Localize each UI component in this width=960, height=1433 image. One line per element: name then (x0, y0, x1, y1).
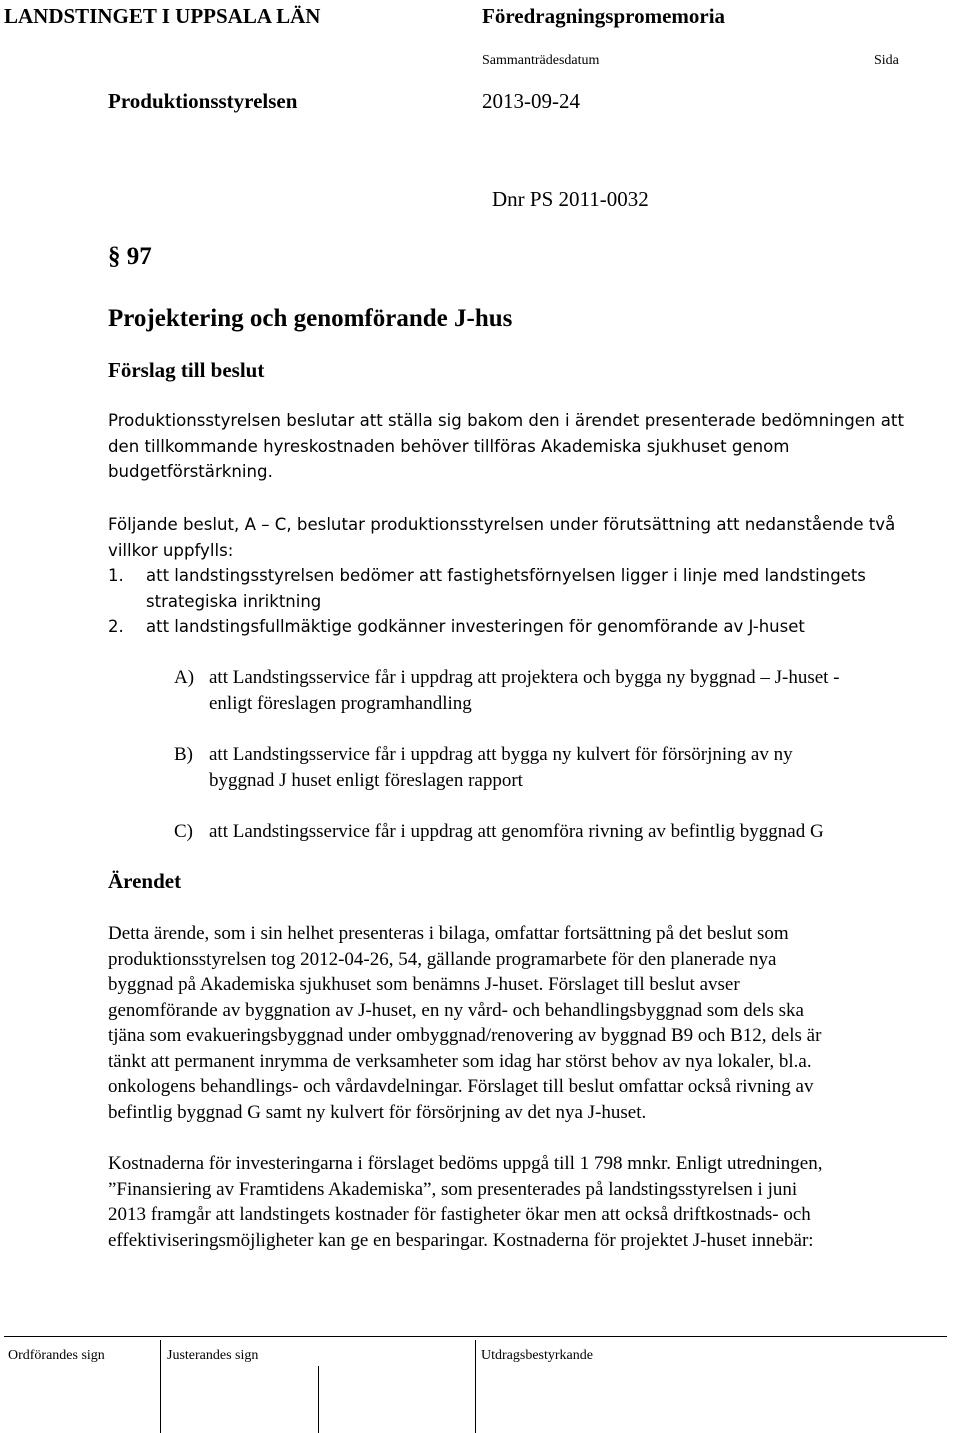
decision-item (209, 819, 824, 845)
condition-item (146, 563, 866, 614)
decision-letter: C) (174, 821, 193, 842)
text-line: byggnad J huset enligt föreslagen rapport (209, 769, 523, 791)
text-line: Följande beslut, A – C, beslutar produktionsstyrelsen under förutsättning att nedanstående två (108, 515, 896, 534)
text-line: byggnad på Akademiska sjukhuset som benämns J-huset. Förslaget till beslut avser (108, 974, 740, 995)
chair-sign-label: Ordförandes sign (8, 1348, 105, 1363)
text-line: befintlig byggnad G samt ny kulvert för försörjning av det nya J-huset. (108, 1101, 647, 1123)
text-line: att Landstingsservice får i uppdrag att bygga ny kulvert för försörjning av ny (209, 744, 793, 765)
meeting-date-label: Sammanträdesdatum (482, 53, 600, 68)
proposal-paragraph-2 (108, 512, 953, 563)
condition-item (146, 614, 805, 640)
condition-number: 2. (108, 617, 124, 636)
text-line: tänkt att permanent inrymma de verksamheter som idag har störst behov av nya lokaler, bl.a. (108, 1050, 812, 1072)
sign-divider (475, 1340, 476, 1433)
proposal-paragraph-1 (108, 408, 953, 485)
case-paragraph-1 (108, 921, 821, 1125)
decision-item (209, 665, 840, 716)
text-line: ”Finansiering av Framtidens Akademiska”, som presenterades på landstingsstyrelsen i juni (108, 1178, 798, 1200)
case-heading: Ärendet (108, 869, 182, 893)
organization-name: LANDSTINGET I UPPSALA LÄN (4, 4, 321, 28)
text-line: den tillkommande hyreskostnaden behöver tillföras Akademiska sjukhuset genom (108, 436, 790, 456)
text-line: effektiviseringsmöjligheter kan ge en besparingar. Kostnaderna för projektet J-huset innebär: (108, 1229, 814, 1251)
page-title: Projektering och genomförande J-hus (108, 305, 513, 332)
text-line: att Landstingsservice får i uppdrag att genomföra rivning av befintlig byggnad G (209, 821, 824, 842)
text-line: onkologens behandlings- och vårdavdelningar. Förslaget till beslut omfattar också rivning av (108, 1076, 814, 1097)
text-line: att landstingsstyrelsen bedömer att fastighetsförnyelsen ligger i linje med landstingets (146, 566, 866, 585)
text-line: produktionsstyrelsen tog 2012-04-26, 54, gällande programarbete för den planerade nya (108, 948, 777, 970)
case-paragraph-2 (108, 1151, 822, 1253)
condition-number: 1. (108, 566, 124, 585)
decision-letter: B) (174, 744, 193, 765)
meeting-date: 2013-09-24 (482, 89, 580, 113)
text-line: Detta ärende, som i sin helhet presenteras i bilaga, omfattar fortsättning på det beslut som (108, 923, 789, 944)
reference-number: Dnr PS 2011-0032 (492, 187, 649, 211)
section-number: § 97 (108, 243, 152, 270)
text-line: Kostnaderna för investeringarna i förslaget bedöms uppgå till 1 798 mnkr. Enligt utredningen, (108, 1153, 823, 1174)
board-name: Produktionsstyrelsen (108, 89, 298, 113)
decision-letter: A) (174, 667, 195, 688)
text-line: tjäna som evakueringsbyggnad under ombyggnad/renovering av byggnad B9 och B12, dels är (108, 1025, 822, 1046)
adjuster-sign-label: Justerandes sign (167, 1348, 259, 1363)
text-line: att landstingsfullmäktige godkänner investeringen för genomförande av J-huset (146, 617, 805, 636)
page-label: Sida (874, 53, 899, 68)
text-line: strategiska inriktning (146, 591, 322, 611)
text-line: Produktionsstyrelsen beslutar att ställa sig bakom den i ärendet presenterade bedömningen att (108, 411, 904, 430)
document-type: Föredragningspromemoria (482, 4, 726, 28)
proposal-heading: Förslag till beslut (108, 358, 265, 382)
sign-divider (160, 1340, 161, 1433)
text-line: genomförande av byggnation av J-huset, en ny vård- och behandlingsbyggnad som dels ska (108, 999, 804, 1021)
text-line: budgetförstärkning. (108, 462, 273, 482)
extract-attest-label: Utdragsbestyrkande (481, 1348, 593, 1363)
text-line: att Landstingsservice får i uppdrag att projektera och bygga ny byggnad – J-huset - (209, 667, 840, 688)
text-line: 2013 framgår att landstingets kostnader för fastigheter ökar men att också driftkostnads- och (108, 1204, 811, 1225)
text-line: villkor uppfylls: (108, 540, 234, 560)
decision-item (209, 742, 793, 793)
sign-divider (318, 1366, 319, 1433)
text-line: enligt föreslagen programhandling (209, 692, 472, 714)
footer-rule (4, 1336, 947, 1337)
